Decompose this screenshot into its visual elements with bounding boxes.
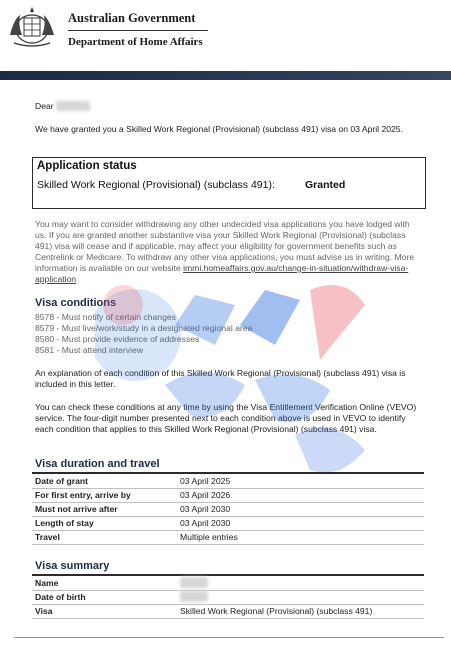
duration-heading: Visa duration and travel [35, 458, 160, 470]
row-label: Date of birth [35, 592, 86, 602]
row-label: Date of grant [35, 476, 88, 486]
vevo-note: You can check these conditions at any time by using the Visa Entitlement Verification Online (VEVO) service. The four-digit number presented next to each condition above is used in VEVO to identify each condition that applies to this Skilled Work Regional (Provisional) (subclass 491) visa. [35, 402, 417, 434]
row-label: Name [35, 578, 59, 588]
withdraw-note [35, 219, 423, 285]
salutation: Dear [35, 101, 54, 111]
table-row [32, 591, 424, 605]
row-label: Travel [35, 532, 60, 542]
footer-rule [14, 637, 444, 638]
header-bar [0, 71, 451, 80]
table-row [32, 577, 424, 591]
condition-item: 8581 - Must attend interview [35, 345, 143, 355]
coat-of-arms-icon [6, 5, 58, 49]
summary-rule [32, 574, 424, 576]
table-row [32, 475, 424, 489]
row-value: 03 April 2026 [180, 490, 231, 500]
condition-item: 8580 - Must provide evidence of addresses [35, 334, 200, 344]
row-label: Length of stay [35, 518, 94, 528]
table-row [32, 517, 424, 531]
row-value: Multiple entries [180, 532, 238, 542]
table-row [32, 503, 424, 517]
withdraw-note-text: You may want to consider withdrawing any other undecided visa applications you have lodged with us. If you are granted another substantive visa your Skilled Work Regional (Provisional) (subclass 491) visa will cease and if applicable, may affect your eligibility for government benefits such as Centrelink or Medicare. To withdraw any other visa applications, you must advise us in writing. More information is available on our website [35, 219, 415, 273]
letterhead-divider [68, 30, 208, 31]
application-status-box [32, 157, 426, 209]
row-label: For first entry, arrive by [35, 490, 131, 500]
row-label: Must not arrive after [35, 504, 118, 514]
condition-item: 8579 - Must live/work/study in a designated regional area [35, 323, 253, 333]
status-title: Application status [37, 160, 137, 172]
status-visa-name: Skilled Work Regional (Provisional) (subclass 491): [37, 179, 275, 191]
redacted-dob [180, 591, 208, 602]
letterhead [0, 0, 451, 62]
duration-rule [32, 472, 424, 474]
condition-item: 8578 - Must notify of certain changes [35, 312, 176, 322]
grant-intro: We have granted you a Skilled Work Regional (Provisional) (subclass 491) visa on 03 April 2025. [35, 124, 403, 134]
conditions-heading: Visa conditions [35, 297, 117, 309]
table-row [32, 605, 424, 619]
summary-heading: Visa summary [35, 560, 110, 572]
redacted-name [56, 101, 90, 111]
redacted-name [180, 577, 208, 588]
row-value: 03 April 2030 [180, 518, 231, 528]
withdraw-link[interactable]: immi.homeaffairs.gov.au/change-in-situation/withdraw-visa-application [35, 263, 409, 284]
row-value: 03 April 2025 [180, 476, 231, 486]
row-value: 03 April 2030 [180, 504, 231, 514]
status-value: Granted [305, 179, 346, 191]
conditions-explanation: An explanation of each condition of this Skilled Work Regional (Provisional) (subclass 491) visa is included in this letter. [35, 368, 406, 389]
org-line-2: Department of Home Affairs [68, 36, 203, 48]
org-line-1: Australian Government [68, 11, 196, 25]
row-value: Skilled Work Regional (Provisional) (subclass 491) [180, 606, 373, 616]
table-row [32, 531, 424, 545]
row-label: Visa [35, 606, 53, 616]
table-row [32, 489, 424, 503]
